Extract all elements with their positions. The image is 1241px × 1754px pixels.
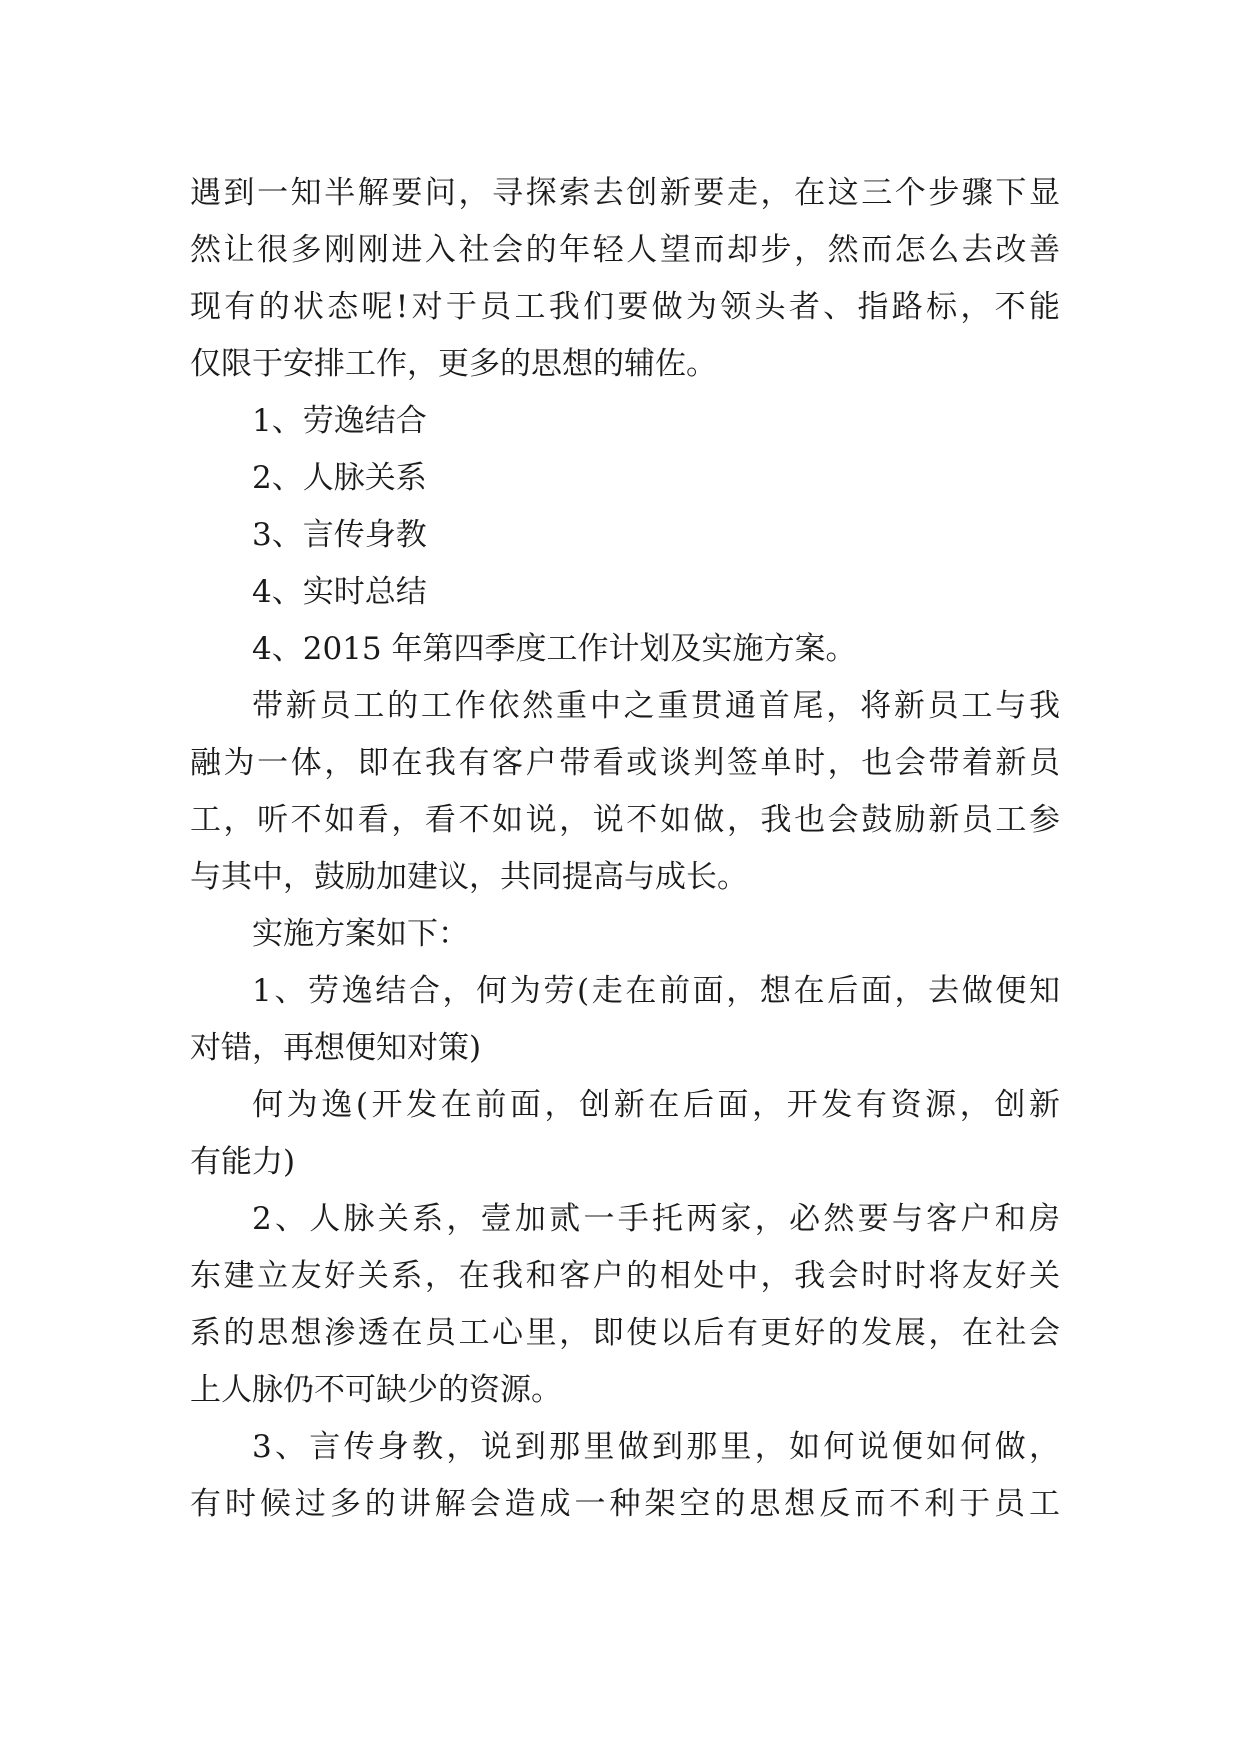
list-item: 3、言传身教	[252, 517, 427, 553]
text-line: 东建立友好关系，在我和客户的相处中，我会时时将友好关	[190, 1258, 1060, 1294]
text-line: 何为逸(开发在前面，创新在后面，开发有资源，创新	[252, 1087, 1060, 1123]
list-item: 2、人脉关系	[252, 460, 427, 496]
text-line: 有能力)	[190, 1144, 296, 1180]
text-line: 遇到一知半解要问，寻探索去创新要走，在这三个步骤下显	[190, 175, 1060, 211]
text-line: 工，听不如看，看不如说，说不如做，我也会鼓励新员工参	[190, 802, 1060, 838]
text-line: 系的思想渗透在员工心里，即使以后有更好的发展，在社会	[190, 1315, 1060, 1351]
text-line: 实施方案如下：	[252, 916, 469, 952]
text-line: 融为一体，即在我有客户带看或谈判签单时，也会带着新员	[190, 745, 1060, 781]
section-heading: 4、2015 年第四季度工作计划及实施方案。	[252, 631, 857, 667]
list-item: 4、实时总结	[252, 574, 427, 610]
text-line: 对错，再想便知对策)	[190, 1030, 482, 1066]
text-line: 带新员工的工作依然重中之重贯通首尾，将新员工与我	[252, 688, 1060, 724]
text-line: 2、人脉关系，壹加贰一手托两家，必然要与客户和房	[252, 1201, 1060, 1237]
text-line: 仅限于安排工作，更多的思想的辅佐。	[190, 346, 717, 382]
text-line: 3、言传身教，说到那里做到那里，如何说便如何做，	[252, 1429, 1060, 1465]
text-line: 上人脉仍不可缺少的资源。	[190, 1372, 562, 1408]
list-item: 1、劳逸结合	[252, 403, 427, 439]
text-line: 1、劳逸结合，何为劳(走在前面，想在后面，去做便知	[252, 973, 1060, 1009]
text-line: 然让很多刚刚进入社会的年轻人望而却步，然而怎么去改善	[190, 232, 1060, 268]
text-line: 与其中，鼓励加建议，共同提高与成长。	[190, 859, 748, 895]
text-line: 有时候过多的讲解会造成一种架空的思想反而不利于员工	[190, 1486, 1060, 1522]
text-line: 现有的状态呢!对于员工我们要做为领头者、指路标，不能	[190, 289, 1060, 325]
